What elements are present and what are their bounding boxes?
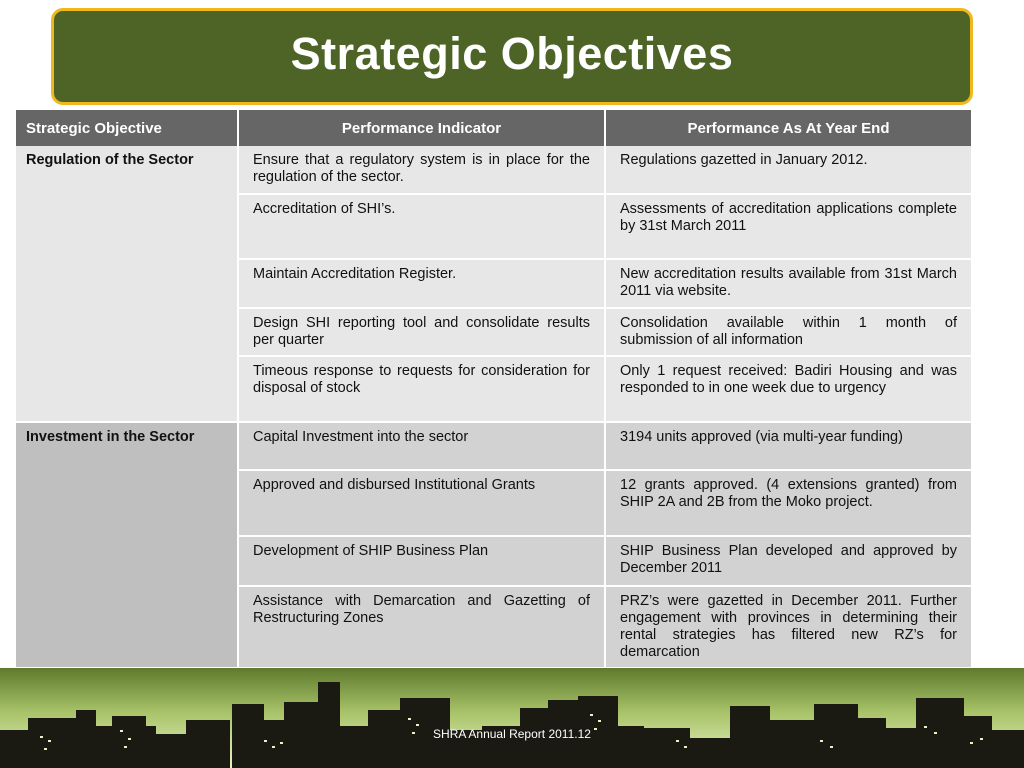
- indicator-cell: Assistance with Demarcation and Gazetting of Restructuring Zones: [238, 586, 605, 668]
- title-banner: [51, 8, 973, 105]
- performance-cell: 12 grants approved. (4 extensions granted) from SHIP 2A and 2B from the Moko project.: [605, 470, 972, 536]
- header-performance-indicator: Performance Indicator: [238, 110, 605, 146]
- performance-cell: PRZ’s were gazetted in December 2011. Further engagement with provinces in determining their rental strategies has filtered new RZ’s for demarcation: [605, 586, 972, 668]
- indicator-cell: Capital Investment into the sector: [238, 422, 605, 470]
- indicator-cell: Design SHI reporting tool and consolidate results per quarter: [238, 308, 605, 356]
- table-header-row: [16, 110, 972, 146]
- city-skyline-decoration: [0, 668, 1024, 768]
- performance-cell: Consolidation available within 1 month of submission of all information: [605, 308, 972, 356]
- table-row: [16, 422, 972, 470]
- indicator-cell: Maintain Accreditation Register.: [238, 259, 605, 308]
- indicator-cell: Accreditation of SHI’s.: [238, 194, 605, 259]
- indicator-cell: Approved and disbursed Institutional Grants: [238, 470, 605, 536]
- performance-cell: Only 1 request received: Badiri Housing and was responded to in one week due to urgency: [605, 356, 972, 422]
- performance-cell: 3194 units approved (via multi-year funding): [605, 422, 972, 470]
- header-performance-year-end: Performance As At Year End: [605, 110, 972, 146]
- footer-text: SHRA Annual Report 2011.12: [433, 727, 591, 741]
- header-strategic-objective: Strategic Objective: [16, 110, 238, 146]
- objective-cell: Investment in the Sector: [16, 422, 238, 668]
- objectives-table-container: [16, 110, 972, 670]
- performance-cell: New accreditation results available from 31st March 2011 via website.: [605, 259, 972, 308]
- performance-cell: SHIP Business Plan developed and approved by December 2011: [605, 536, 972, 586]
- indicator-cell: Ensure that a regulatory system is in place for the regulation of the sector.: [238, 146, 605, 194]
- performance-cell: Assessments of accreditation applications complete by 31st March 2011: [605, 194, 972, 259]
- objectives-table: [16, 110, 972, 669]
- indicator-cell: Development of SHIP Business Plan: [238, 536, 605, 586]
- objective-cell: Regulation of the Sector: [16, 146, 238, 422]
- performance-cell: Regulations gazetted in January 2012.: [605, 146, 972, 194]
- indicator-cell: Timeous response to requests for consideration for disposal of stock: [238, 356, 605, 422]
- table-row: [16, 146, 972, 194]
- slide-title: Strategic Objectives: [290, 27, 734, 79]
